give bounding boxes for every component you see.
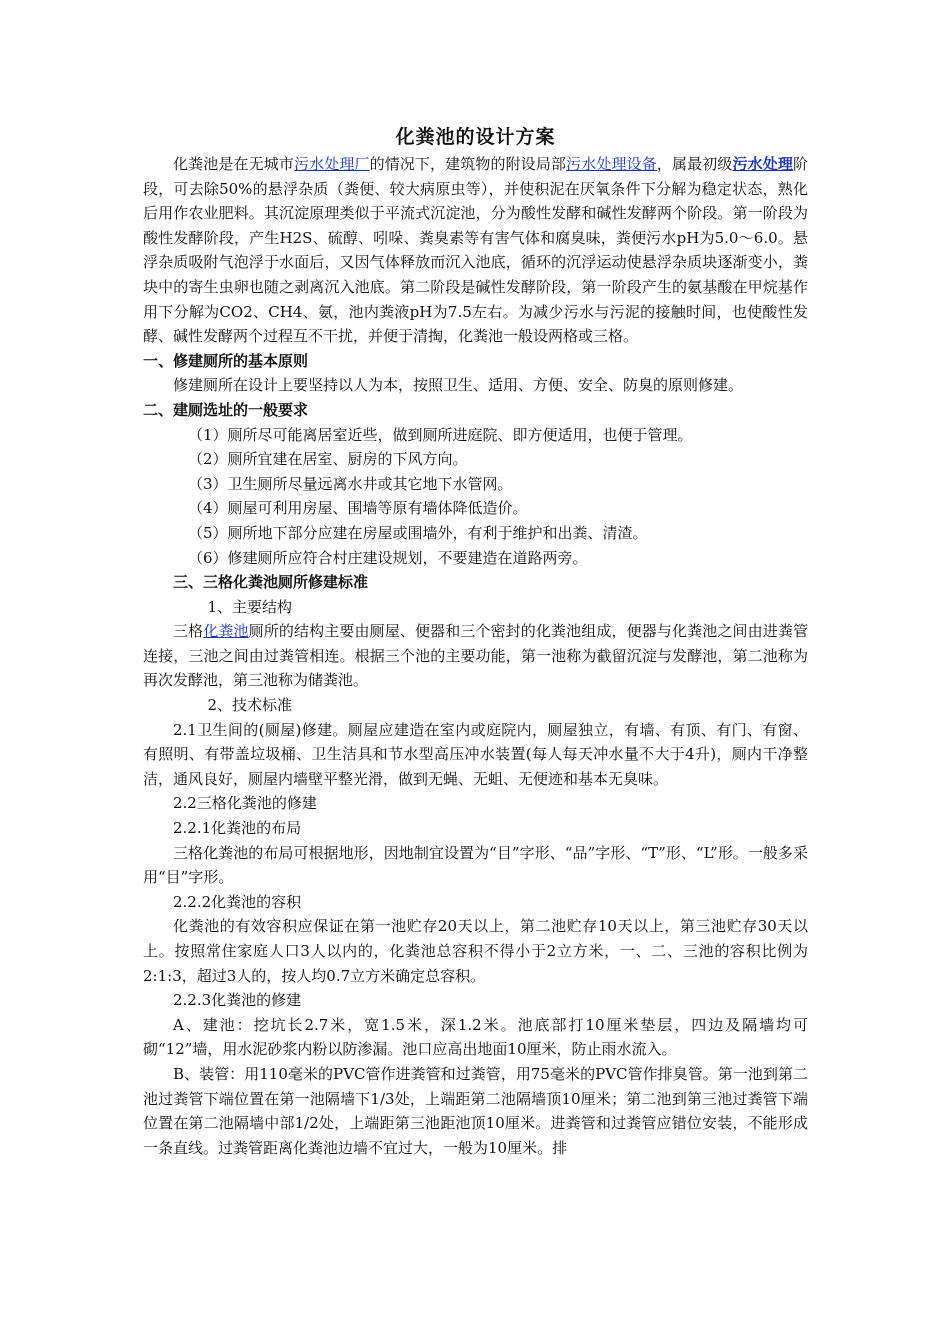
intro-text-3: ，属最初级: [656, 155, 733, 173]
heading-2-2-1: 2.2.1化粪池的布局: [173, 819, 302, 838]
paragraph-build-pit: A、建池：挖坑长2.7米，宽1.5米，深1.2米。池底部打10厘米垫层，四边及隔墙均可砌“12”墙，用水泥砂浆内粉以防渗漏。池口应高出地面10厘米，防止雨水流入。: [143, 1015, 808, 1059]
paragraph-2-1: 2.1卫生间的(厕屋)修建。厕屋应建造在室内或庭院内，厕屋独立，有墙、有顶、有门、有窗、有照明、有带盖垃圾桶、卫生洁具和节水型高压冲水装置(每人每天冲水量不大于4升)，厕内干净整洁，通风良好，厕屋内墙壁平整光滑，做到无蝇、无蛆、无便迹和基本无臭味。: [143, 720, 808, 788]
document-title: 化粪池的设计方案: [395, 126, 556, 148]
heading-2-2-2: 2.2.2化粪池的容积: [173, 892, 302, 911]
paragraph-2-2-2: 化粪池的有效容积应保证在第一池贮存20天以上，第二池贮存10天以上，第三池贮存30天以上。按照常住家庭人口3人以内的，化粪池总容积不得小于2立方米，一、二、三池的容积比例为2:1:3，超过3人的，按人均0.7立方米确定总容积。: [143, 917, 808, 985]
paragraph-install-pipes: B、装管：用110毫米的PVC管作进粪管和过粪管，用75毫米的PVC管作排臭管。第一池到第二池过粪管下端位置在第一池隔墙下1/3处，上端距第二池隔墙顶10厘米；第二池到第三池过粪管下端位置在第二池隔墙中部1/2处，上端距第三池距池顶10厘米。进粪管和过粪管应错位安装，不能形成一条直线。过粪管距离化粪池边墙不宜过大，一般为10厘米。排: [143, 1064, 808, 1157]
list-item: （6）修建厕所应符合村庄建设规划，不要建造在道路两旁。: [188, 548, 588, 567]
structure-paragraph: [143, 619, 808, 693]
list-item: （5）厕所地下部分应建在房屋或围墙外，有利于维护和出粪、清渣。: [188, 523, 648, 542]
intro-text-1: 化粪池是在无城市: [173, 155, 294, 173]
section-1-heading: 一、修建厕所的基本原则: [143, 351, 309, 370]
link-sewage-plant[interactable]: 污水处理厂: [293, 155, 370, 173]
subheading-technical: 2、技术标准: [207, 696, 293, 715]
list-item: （3）卫生厕所尽量远离水井或其它地下水管网。: [188, 474, 513, 493]
list-item: （4）厕屋可利用房屋、围墙等原有墙体降低造价。: [188, 499, 528, 518]
list-item: （1）厕所尽可能离居室近些，做到厕所进庭院、即方便适用，也便于管理。: [188, 425, 693, 444]
heading-2-2: 2.2三格化粪池的修建: [173, 794, 317, 813]
section-3-heading: 三、三格化粪池厕所修建标准: [173, 573, 369, 592]
section-2-heading: 二、建厕选址的一般要求: [143, 400, 309, 419]
document-page: [143, 122, 808, 1160]
intro-paragraph: [143, 152, 808, 349]
list-item: （2）厕所宜建在居室、厨房的下风方向。: [188, 450, 468, 469]
section-1-text: 修建厕所在设计上要坚持以人为本，按照卫生、适用、方便、安全、防臭的原则修建。: [173, 376, 744, 395]
link-sewage-equipment[interactable]: 污水处理设备: [566, 155, 657, 173]
structure-text-2: 厕所的结构主要由厕屋、便器和三个密封的化粪池组成，便器与化粪池之间由进粪管连接，三池之间由过粪管相连。根据三个池的主要功能，第一池称为截留沉淀与发酵池，第二池称为再次发酵池，第三池称为储粪池。: [143, 622, 808, 690]
link-septic-tank[interactable]: 化粪池: [203, 622, 249, 641]
link-sewage-treatment[interactable]: 污水处理: [732, 155, 793, 173]
paragraph-2-2-1: 三格化粪池的布局可根据地形，因地制宜设置为“目”字形、“品”字形、“T”形、“L”形。一般多采用“目”字形。: [143, 843, 808, 887]
intro-text-4: 阶段，可去除50%的悬浮杂质（粪便、较大病原虫等），并使积泥在厌氧条件下分解为稳定状态，熟化后用作农业肥料。其沉淀原理类似于平流式沉淀池，分为酸性发酵和碱性发酵两个阶段。第一阶段为酸性发酵阶段，产生H2S、硫醇、吲哚、粪臭素等有害气体和腐臭味，粪便污水pH为5.0～6.0。悬浮杂质吸附气泡浮于水面后，又因气体释放而沉入池底，循环的沉浮运动使悬浮杂质块逐渐变小，粪块中的寄生虫卵也随之剥离沉入池底。第二阶段是碱性发酵阶段，第一阶段产生的氨基酸在甲烷基作用下分解为CO2、CH4、氨，池内粪液pH为7.5左右。为减少污水与污泥的接触时间，也使酸性发酵、碱性发酵两个过程互不干扰，并便于清掏，化粪池一般设两格或三格。: [143, 155, 808, 346]
heading-2-2-3: 2.2.3化粪池的修建: [173, 991, 302, 1010]
structure-text-1: 三格: [173, 622, 204, 641]
intro-text-2: 的情况下，建筑物的附设局部: [369, 155, 567, 173]
subheading-structure: 1、主要结构: [207, 597, 293, 616]
